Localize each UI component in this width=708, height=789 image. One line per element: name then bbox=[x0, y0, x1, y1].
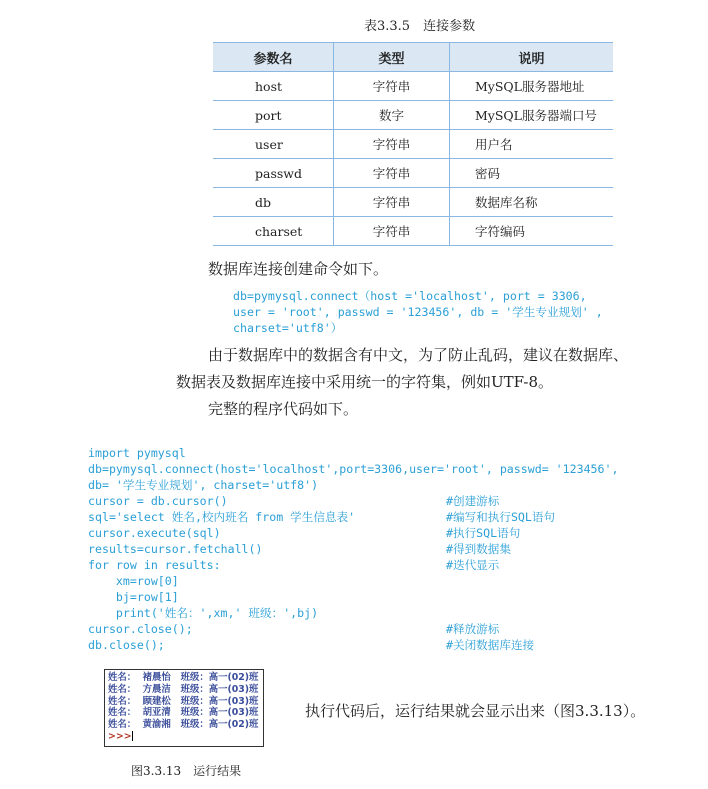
table-caption: 表3.3.5 连接参数 bbox=[364, 19, 476, 34]
table-cell: db bbox=[213, 188, 334, 217]
code-block bbox=[88, 445, 698, 653]
code-text: db.close(); bbox=[88, 638, 165, 652]
table-cell: passwd bbox=[213, 159, 334, 188]
code-comment: #关闭数据库连接 bbox=[446, 638, 535, 652]
table-row bbox=[213, 188, 613, 217]
code-comment: #创建游标 bbox=[446, 494, 500, 508]
code-text: cursor.close(); bbox=[88, 622, 193, 636]
code-line bbox=[88, 525, 698, 541]
paragraph: 由于数据库中的数据含有中文，为了防止乱码，建议在数据库、 bbox=[208, 346, 629, 364]
table-header: 说明 bbox=[450, 43, 614, 72]
prompt: >>> bbox=[108, 730, 132, 742]
code-line bbox=[88, 445, 698, 461]
connect-snippet bbox=[233, 288, 603, 336]
table-cell: 字符串 bbox=[334, 217, 450, 246]
code-text: print('姓名：',xm,' 班级：',bj) bbox=[88, 606, 319, 620]
paragraph: 数据库连接创建命令如下。 bbox=[208, 260, 389, 278]
code-line bbox=[88, 493, 698, 509]
result-line: 姓名： 顾建松 班级：高一(03)班 bbox=[108, 695, 259, 707]
table-row bbox=[213, 72, 613, 101]
code-text: cursor = db.cursor() bbox=[88, 494, 228, 508]
code-text: xm=row[0] bbox=[88, 574, 179, 588]
table-cell: 密码 bbox=[450, 159, 614, 188]
paragraph: 数据表及数据库连接中采用统一的字符集，例如UTF-8。 bbox=[176, 373, 553, 391]
table-row bbox=[213, 101, 613, 130]
table-cell: MySQL服务器地址 bbox=[450, 72, 614, 101]
table-header: 类型 bbox=[334, 43, 450, 72]
table-row bbox=[213, 130, 613, 159]
table-cell: MySQL服务器端口号 bbox=[450, 101, 614, 130]
table-cell: 数据库名称 bbox=[450, 188, 614, 217]
table-cell: 字符编码 bbox=[450, 217, 614, 246]
text-cursor bbox=[132, 731, 133, 741]
table-cell: charset bbox=[213, 217, 334, 246]
code-comment: #释放游标 bbox=[446, 622, 500, 636]
code-comment: #执行SQL语句 bbox=[446, 526, 521, 540]
table-cell: user bbox=[213, 130, 334, 159]
code-text: bj=row[1] bbox=[88, 590, 179, 604]
code-line bbox=[88, 557, 698, 573]
code-line bbox=[88, 477, 698, 493]
code-line bbox=[88, 589, 698, 605]
code-comment: #迭代显示 bbox=[446, 558, 500, 572]
table-cell: 数字 bbox=[334, 101, 450, 130]
code-text: db=pymysql.connect(host='localhost',port=3306,user='root', passwd= '123456', bbox=[88, 462, 619, 476]
result-line: 姓名： 褚晨怡 班级：高一(02)班 bbox=[108, 672, 259, 683]
paragraph: 执行代码后，运行结果就会显示出来（图3.3.13）。 bbox=[305, 702, 646, 720]
table-cell: 字符串 bbox=[334, 159, 450, 188]
code-comment: #编写和执行SQL语句 bbox=[446, 510, 556, 524]
code-line: user = 'root', passwd = '123456', db = '学生专业规划' , bbox=[233, 305, 603, 319]
figure-caption: 图3.3.13 运行结果 bbox=[131, 764, 242, 778]
code-text: db= '学生专业规划', charset='utf8') bbox=[88, 478, 319, 492]
table-cell: host bbox=[213, 72, 334, 101]
code-comment: #得到数据集 bbox=[446, 542, 511, 556]
run-result-window bbox=[104, 669, 264, 747]
code-line bbox=[88, 605, 698, 621]
table-cell: 字符串 bbox=[334, 130, 450, 159]
code-line bbox=[88, 509, 698, 525]
result-line: 姓名： 黄渝湘 班级：高一(02)班 bbox=[108, 719, 259, 731]
paragraph: 完整的程序代码如下。 bbox=[208, 400, 359, 418]
code-text: cursor.execute(sql) bbox=[88, 526, 221, 540]
code-text: for row in results: bbox=[88, 558, 221, 572]
code-text: import pymysql bbox=[88, 446, 186, 460]
table-row bbox=[213, 159, 613, 188]
table-cell: port bbox=[213, 101, 334, 130]
table-row bbox=[213, 217, 613, 246]
table-header: 参数名 bbox=[213, 43, 334, 72]
table-cell: 字符串 bbox=[334, 188, 450, 217]
table-cell: 用户名 bbox=[450, 130, 614, 159]
code-line bbox=[88, 541, 698, 557]
code-line bbox=[88, 573, 698, 589]
code-text: sql='select 姓名,校内班名 from 学生信息表' bbox=[88, 510, 356, 524]
code-line bbox=[88, 637, 698, 653]
result-line: 姓名： 方晨洁 班级：高一(03)班 bbox=[108, 683, 259, 695]
code-text: results=cursor.fetchall() bbox=[88, 542, 263, 556]
code-line: db=pymysql.connect（host ='localhost', port = 3306, bbox=[233, 289, 587, 303]
code-line bbox=[88, 461, 698, 477]
connection-params-table bbox=[213, 42, 613, 246]
result-line: 姓名： 胡亚清 班级：高一(03)班 bbox=[108, 707, 259, 719]
table-cell: 字符串 bbox=[334, 72, 450, 101]
code-line: charset='utf8'） bbox=[233, 321, 343, 335]
code-line bbox=[88, 621, 698, 637]
